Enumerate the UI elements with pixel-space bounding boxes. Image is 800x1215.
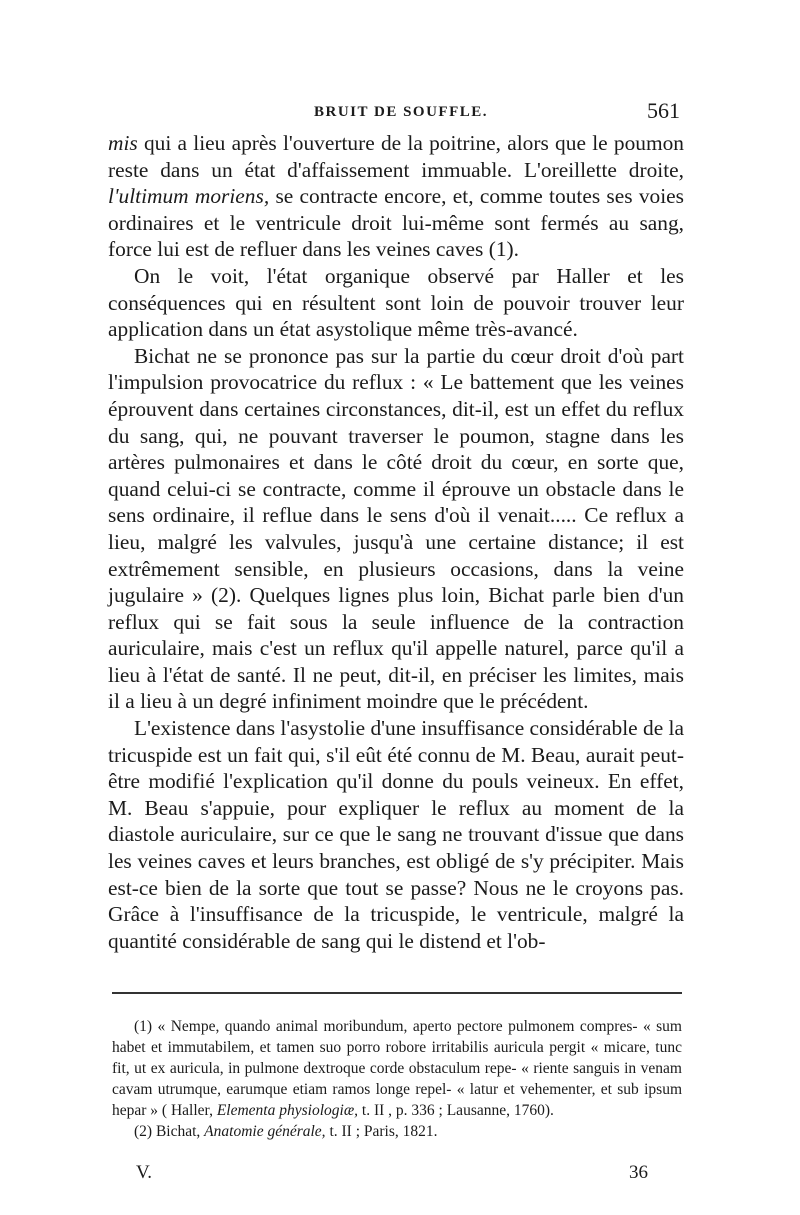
paragraph-2: On le voit, l'état organique observé par Haller et les conséquences qui en résultent sont loin de pouvoir trouver leur application dans un état asystolique même très-avancé.: [108, 263, 684, 342]
page-number: 561: [647, 98, 680, 123]
footnote-2-text-b: t. II ; Paris, 1821.: [325, 1123, 438, 1140]
footnote-1-text-b: t. II , p. 336 ; Lausanne, 1760).: [358, 1102, 554, 1119]
footnote-1-title: Elementa physiologiæ,: [216, 1102, 359, 1119]
italic-phrase: l'ultimum moriens,: [108, 184, 270, 209]
paragraph-3: Bichat ne se prononce pas sur la partie du cœur droit d'où part l'impulsion provocatrice du reflux : « Le battement que les veines éprouvent dans certaines circonstances, dit-il, est un effet du reflux du sang, qui, ne pouvant traverser le poumon, stagne dans les artères pulmonaires et dans le côté droit du cœur, en sorte que, quand celui-ci se contracte, comme il éprouve un obstacle dans le sens ordinaire, il reflue dans le sens d'où il venait..... Ce reflux a lieu, malgré les valvules, jusqu'à une certaine distance; il est extrêmement sensible, en plusieurs occasions, dans la veine jugulaire » (2). Quelques lignes plus loin, Bichat parle bien d'un reflux qui se fait sous la seule influence de la contraction auriculaire, mais c'est un reflux qu'il appelle naturel, parce qu'il a lieu à l'état de santé. Il ne peut, dit-il, en préciser les limites, mais il a lieu à un degré infiniment moindre que le précédent.: [108, 343, 684, 714]
footnote-1: [112, 1016, 682, 1121]
paragraph-1-text-a: qui a lieu après l'ouverture de la poitrine, alors que le poumon reste dans un état d'affaissement immuable. L'oreillette droite,: [108, 131, 684, 182]
footnote-rule: [112, 992, 682, 994]
paragraph-1-text-b: se contracte encore, et, comme toutes ses voies ordinaires et le ventricule droit lui-même sont fermés au sang, force lui est de refluer dans les veines caves (1).: [108, 184, 684, 262]
sheet-number: 36: [629, 1162, 648, 1183]
italic-word: mis: [108, 131, 138, 155]
signature-line: [136, 1162, 648, 1186]
footnote-2: [112, 1121, 682, 1142]
paragraph-4: L'existence dans l'asystolie d'une insuffisance considérable de la tricuspide est un fait qui, s'il eût été connu de M. Beau, aurait peut-être modifié l'explication qu'il donne du pouls veineux. En effet, M. Beau s'appuie, pour expliquer le reflux au moment de la diastole auriculaire, sur ce que le sang ne trouvant d'issue que dans les veines caves et leurs branches, est obligé de s'y précipiter. Mais est-ce bien de la sorte que tout se passe? Nous ne le croyons pas. Grâce à l'insuffisance de la tricuspide, le ventricule, malgré la quantité considérable de sang qui le distend et l'ob-: [108, 716, 684, 953]
paragraph-1: [108, 130, 684, 263]
running-title: BRUIT DE SOUFFLE.: [314, 104, 489, 120]
running-head: [108, 98, 680, 124]
footnote-2-title: Anatomie générale,: [204, 1123, 326, 1140]
footnote-1-text-a: (1) « Nempe, quando animal moribundum, aperto pectore pulmonem compres- « sum habet et immutabilem, et tamen suo porro robore irritabilis auricula pergit « micare, tunc fit, ut ex auricula, in pulmone dextroque corde obstaculum repe- « riente sanguis in venam cavam utrumque, earumque etiam ramos longe repel- « latur et vehementer, et sub ipsum hepar » ( Haller,: [112, 1018, 682, 1119]
signature-mark: V.: [136, 1162, 153, 1183]
footnotes: [112, 1016, 682, 1142]
footnote-2-text-a: (2) Bichat,: [134, 1123, 205, 1140]
body-text: [108, 130, 684, 954]
